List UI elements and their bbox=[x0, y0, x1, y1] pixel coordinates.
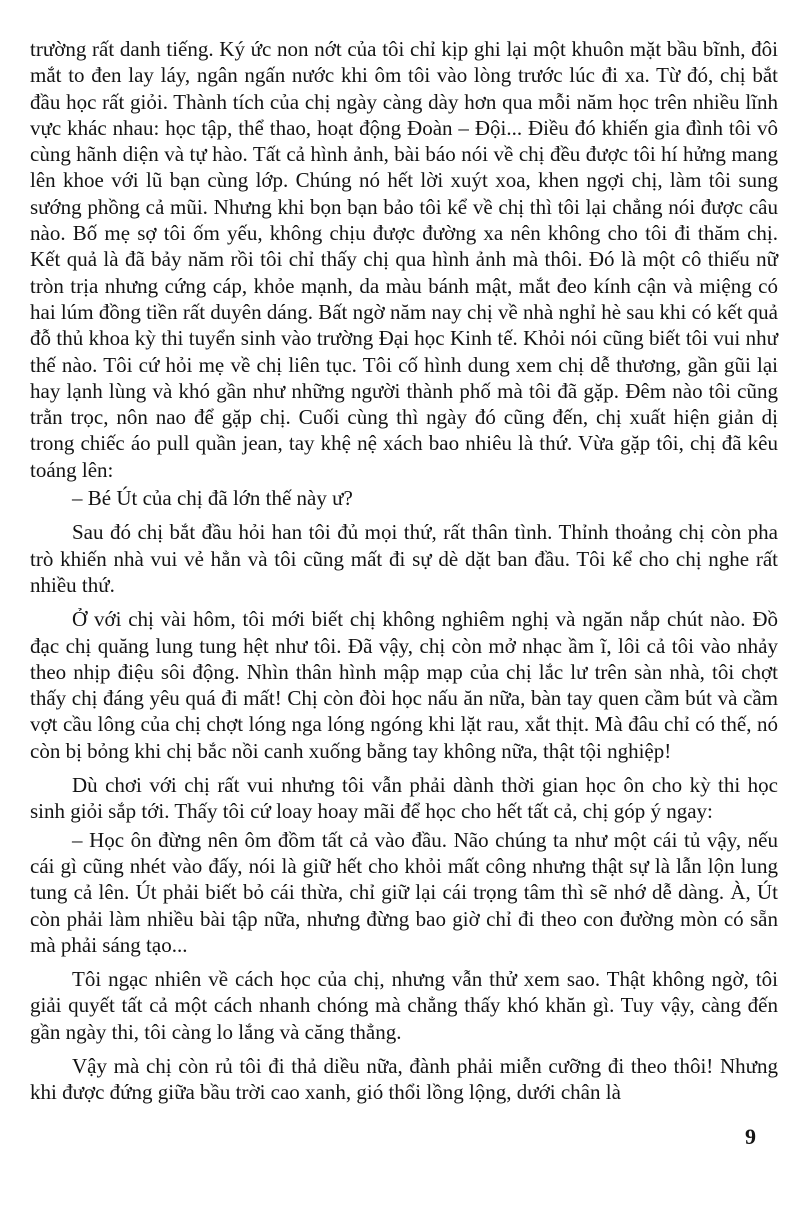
paragraph-2-dialogue: – Bé Út của chị đã lớn thế này ư? bbox=[72, 486, 353, 511]
paragraph-1: trường rất danh tiếng. Ký ức non nớt của tôi chỉ kịp ghi lại một khuôn mặt bầu bĩnh, đôi mắt to đen lay láy, ngân ngấn nước khi ôm tôi vào lòng trước lúc đi xa. Từ đó, chị bắt đầu học rất giỏi. Thành tích của chị ngày càng dày hơn qua mỗi năm học trên nhiều lĩnh vực khác nhau: học tập, thể thao, hoạt động Đoàn – Đội... Điều đó khiến gia đình tôi vô cùng hãnh diện và tự hào. Tất cả hình ảnh, bài báo nói về chị đều được tôi hí hửng mang lên khoe với lũ bạn cùng lớp. Chúng nó hết lời xuýt xoa, khen ngợi chị, làm tôi sung sướng phồng cả mũi. Nhưng khi bọn bạn bảo tôi kể về chị thì tôi lại chẳng nói được câu nào. Bố mẹ sợ tôi ốm yếu, không chịu được đường xa nên không cho tôi đi thăm chị. Kết quả là đã bảy năm rồi tôi chỉ thấy chị qua hình ảnh mà thôi. Đó là một cô thiếu nữ tròn trịa nhưng cứng cáp, khỏe mạnh, da màu bánh mật, mắt đeo kính cận và miệng có hai lúm đồng tiền rất duyên dáng. Bất ngờ năm nay chị về nhà nghỉ hè sau khi có kết quả đỗ thủ khoa kỳ thi tuyển sinh vào trường Đại học Kinh tế. Khỏi nói cũng biết tôi vui như thế nào. Tôi cứ hỏi mẹ về chị liên tục. Tôi cố hình dung xem chị dễ thương, gần gũi lại hay lạnh lùng và khó gần như những người thành phố mà tôi đã gặp. Đêm nào tôi cũng trằn trọc, nôn nao để gặp chị. Cuối cùng thì ngày đó cũng đến, chị xuất hiện giản dị trong chiếc áo pull quần jean, tay khệ nệ xách bao nhiêu là thứ. Vừa gặp tôi, chị đã kêu toáng lên: bbox=[30, 37, 778, 482]
paragraph-7: Tôi ngạc nhiên về cách học của chị, nhưng vẫn thử xem sao. Thật không ngờ, tôi giải quyết tất cả một cách nhanh chóng mà chẳng thấy khó khăn gì. Tuy vậy, càng đến gần ngày thi, tôi càng lo lắng và căng thẳng. bbox=[30, 967, 778, 1044]
paragraph-4: Ở với chị vài hôm, tôi mới biết chị không nghiêm nghị và ngăn nắp chút nào. Đồ đạc chị quăng lung tung hệt như tôi. Đã vậy, chị còn mở nhạc ầm ĩ, lôi cả tôi vào nhảy theo nhịp điệu sôi động. Nhìn thân hình mập mạp của chị lắc lư trên sàn nhà, tôi chợt thấy chị đáng yêu quá đi mất! Chị còn đòi học nấu ăn nữa, bàn tay quen cầm bút và cầm vợt cầu lông của chị chợt lóng nga lóng ngóng khi lặt rau, xắt thịt. Mà đâu chỉ có thế, nó còn bị bỏng khi chị bắc nồi canh xuống bằng tay không nữa, thật tội nghiệp! bbox=[30, 607, 778, 763]
paragraph-3: Sau đó chị bắt đầu hỏi han tôi đủ mọi thứ, rất thân tình. Thỉnh thoảng chị còn pha trò khiến nhà vui vẻ hẳn và tôi cũng mất đi sự dè dặt ban đầu. Tôi kể cho chị nghe rất nhiều thứ. bbox=[30, 520, 778, 597]
page-number: 9 bbox=[745, 1124, 756, 1149]
paragraph-6-dialogue: – Học ôn đừng nên ôm đồm tất cả vào đầu. Não chúng ta như một cái tủ vậy, nếu cái gì cũng nhét vào đấy, nói là giữ hết cho khỏi mất công nhưng thật sự là lẫn lộn lung tung cả lên. Út phải biết bỏ cái thừa, chỉ giữ lại cái trọng tâm thì sẽ nhớ dễ dàng. À, Út còn phải làm nhiều bài tập nữa, nhưng đừng bao giờ chỉ đi theo con đường mòn có sẵn mà phải sáng tạo... bbox=[30, 827, 778, 957]
paragraph-5: Dù chơi với chị rất vui nhưng tôi vẫn phải dành thời gian học ôn cho kỳ thi học sinh giỏi sắp tới. Thấy tôi cứ loay hoay mãi để học cho hết tất cả, chị góp ý ngay: bbox=[30, 773, 778, 824]
page-body bbox=[30, 36, 778, 1106]
paragraph-8: Vậy mà chị còn rủ tôi đi thả diều nữa, đành phải miễn cưỡng đi theo thôi! Nhưng khi được đứng giữa bầu trời cao xanh, gió thổi lồng lộng, dưới chân là bbox=[30, 1053, 778, 1105]
